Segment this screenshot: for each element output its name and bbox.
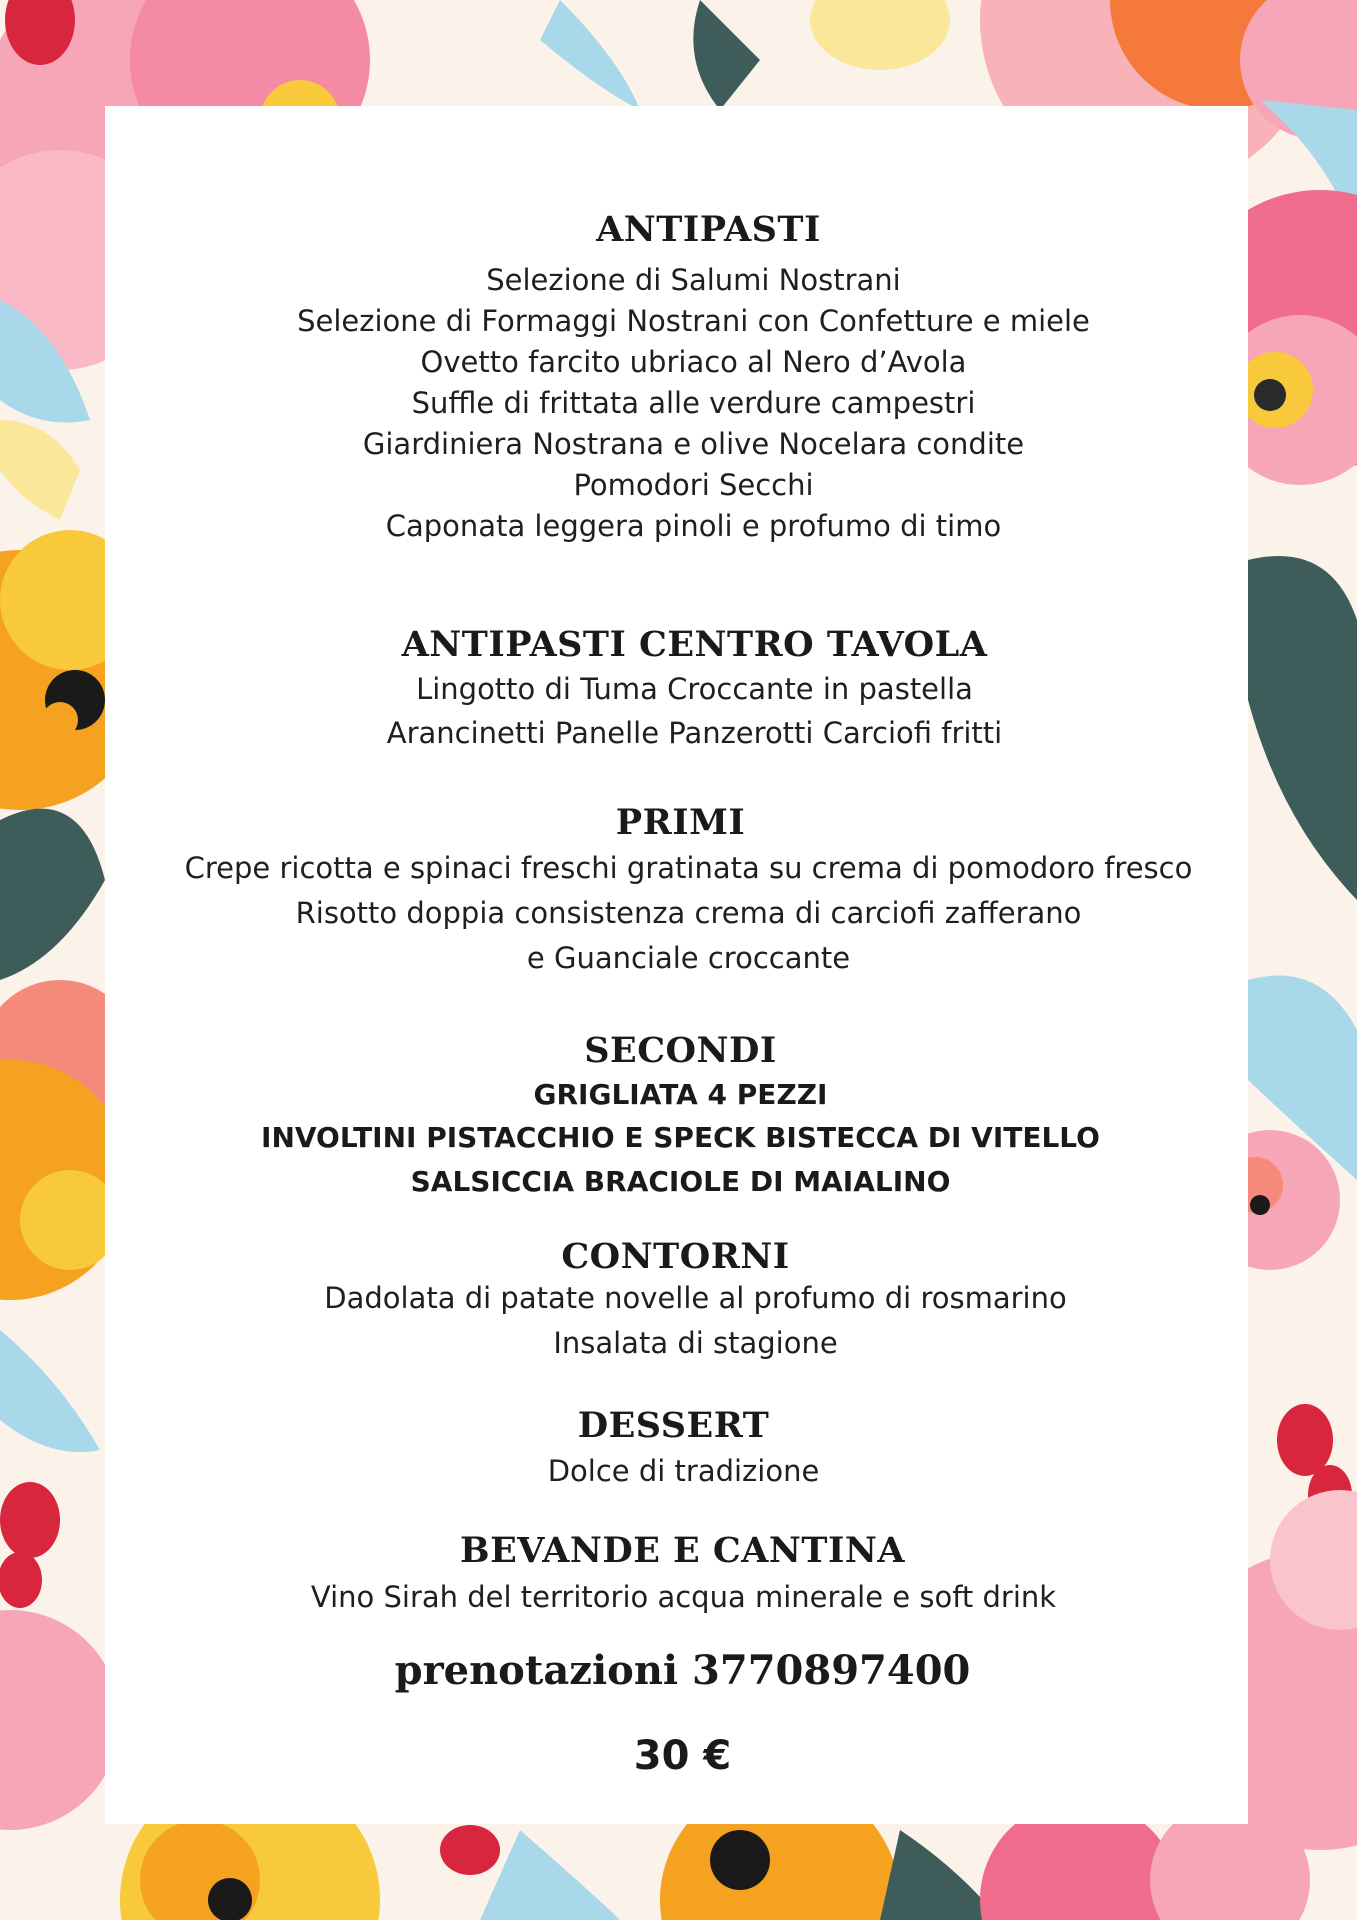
centro-tavola-heading: ANTIPASTI CENTRO TAVOLA	[401, 624, 988, 665]
menu-item: Risotto doppia consistenza crema di carciofi zafferano	[295, 896, 1082, 930]
menu-item: Arancinetti Panelle Panzerotti Carciofi fritti	[386, 716, 1003, 750]
primi-heading: PRIMI	[615, 802, 746, 843]
menu-item: Dadolata di patate novelle al profumo di rosmarino	[324, 1281, 1067, 1315]
menu-item: Pomodori Secchi	[573, 468, 814, 502]
menu-item: INVOLTINI PISTACCHIO E SPECK BISTECCA DI VITELLO	[261, 1121, 1100, 1154]
price: 30 €	[633, 1733, 732, 1779]
dessert-heading: DESSERT	[577, 1405, 770, 1446]
bevande-heading: BEVANDE E CANTINA	[460, 1530, 905, 1571]
menu-item: GRIGLIATA 4 PEZZI	[533, 1078, 828, 1111]
antipasti-heading: ANTIPASTI	[596, 209, 821, 250]
menu-item: Ovetto farcito ubriaco al Nero d’Avola	[420, 345, 967, 379]
menu-item: e Guanciale croccante	[526, 941, 851, 975]
menu-item: Vino Sirah del territorio acqua minerale e soft drink	[310, 1580, 1057, 1614]
booking-phone: prenotazioni 3770897400	[394, 1647, 971, 1694]
contorni-heading: CONTORNI	[561, 1236, 790, 1277]
menu-item: Selezione di Salumi Nostrani	[486, 263, 901, 297]
menu-item: Giardiniera Nostrana e olive Nocelara condite	[362, 427, 1025, 461]
menu-item: Selezione di Formaggi Nostrani con Confetture e miele	[297, 304, 1090, 338]
menu-item: Suffle di frittata alle verdure campestri	[411, 386, 976, 420]
menu-item: SALSICCIA BRACIOLE DI MAIALINO	[410, 1165, 951, 1198]
menu-item: Lingotto di Tuma Croccante in pastella	[416, 672, 973, 706]
secondi-heading: SECONDI	[584, 1030, 777, 1071]
menu-item: Caponata leggera pinoli e profumo di timo	[385, 509, 1002, 543]
menu-item: Crepe ricotta e spinaci freschi gratinata su crema di pomodoro fresco	[184, 851, 1193, 885]
menu-item: Dolce di tradizione	[547, 1454, 820, 1488]
menu-item: Insalata di stagione	[553, 1326, 838, 1360]
